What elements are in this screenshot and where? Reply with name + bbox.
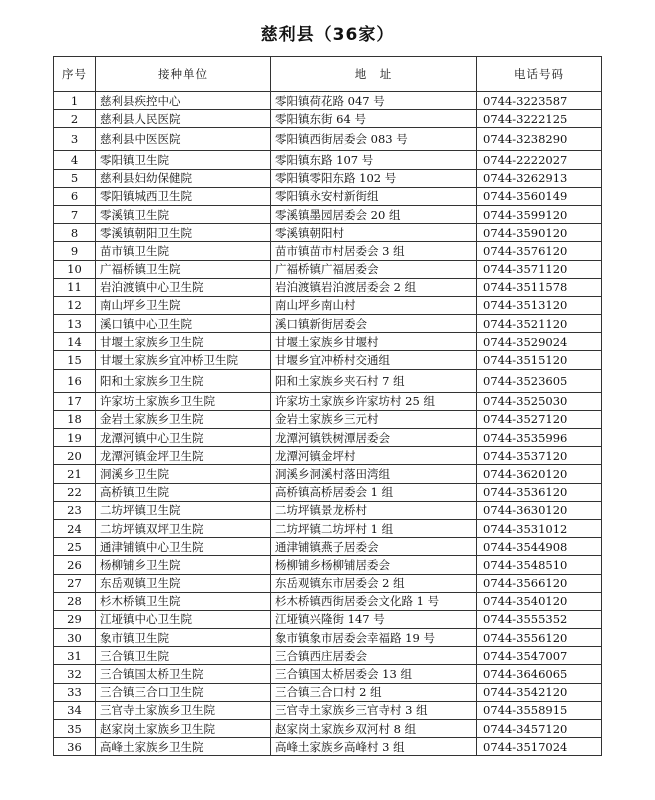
cell-address: 广福桥镇广福居委会	[271, 260, 477, 278]
cell-unit: 金岩土家族乡卫生院	[96, 410, 271, 428]
cell-phone: 0744-3222125	[477, 110, 602, 128]
cell-phone: 0744-3555352	[477, 610, 602, 628]
cell-address: 零阳镇西街居委会 083 号	[271, 128, 477, 151]
cell-index: 8	[54, 224, 96, 242]
cell-address: 江垭镇兴隆街 147 号	[271, 610, 477, 628]
cell-unit: 甘堰土家族乡卫生院	[96, 333, 271, 351]
cell-phone: 0744-3238290	[477, 128, 602, 151]
cell-phone: 0744-3529024	[477, 333, 602, 351]
cell-index: 1	[54, 92, 96, 110]
cell-address: 高桥镇高桥居委会 1 组	[271, 483, 477, 501]
cell-phone: 0744-3536120	[477, 483, 602, 501]
cell-address: 杉木桥镇西街居委会文化路 1 号	[271, 592, 477, 610]
cell-index: 3	[54, 128, 96, 151]
table-row	[54, 351, 602, 369]
cell-index: 14	[54, 333, 96, 351]
cell-index: 21	[54, 465, 96, 483]
cell-address: 三合镇国太桥居委会 13 组	[271, 665, 477, 683]
cell-index: 10	[54, 260, 96, 278]
table-row	[54, 392, 602, 410]
cell-index: 29	[54, 610, 96, 628]
cell-phone: 0744-3560149	[477, 187, 602, 205]
cell-phone: 0744-3517024	[477, 738, 602, 756]
cell-phone: 0744-3521120	[477, 315, 602, 333]
cell-address: 溪口镇新街居委会	[271, 315, 477, 333]
cell-address: 阳和土家族乡夹石村 7 组	[271, 369, 477, 392]
cell-index: 22	[54, 483, 96, 501]
cell-index: 17	[54, 392, 96, 410]
cell-unit: 杉木桥镇卫生院	[96, 592, 271, 610]
cell-unit: 洞溪乡卫生院	[96, 465, 271, 483]
cell-index: 18	[54, 410, 96, 428]
cell-phone: 0744-3544908	[477, 538, 602, 556]
cell-address: 零阳镇荷花路 047 号	[271, 92, 477, 110]
cell-phone: 0744-3535996	[477, 429, 602, 447]
cell-unit: 零溪镇卫生院	[96, 205, 271, 223]
cell-index: 28	[54, 592, 96, 610]
cell-phone: 0744-2222027	[477, 151, 602, 169]
cell-unit: 溪口镇中心卫生院	[96, 315, 271, 333]
table-header-row	[54, 57, 602, 92]
cell-address: 甘堰土家族乡甘堰村	[271, 333, 477, 351]
cell-unit: 慈利县疾控中心	[96, 92, 271, 110]
table-row	[54, 629, 602, 647]
table-row	[54, 128, 602, 151]
cell-phone: 0744-3511578	[477, 278, 602, 296]
table-row	[54, 110, 602, 128]
cell-index: 9	[54, 242, 96, 260]
vaccination-sites-table	[53, 56, 602, 756]
cell-unit: 岩泊渡镇中心卫生院	[96, 278, 271, 296]
page-title: 慈利县（36家）	[260, 25, 395, 45]
cell-address: 高峰土家族乡高峰村 3 组	[271, 738, 477, 756]
cell-index: 23	[54, 501, 96, 519]
cell-address: 南山坪乡南山村	[271, 296, 477, 314]
cell-index: 35	[54, 720, 96, 738]
cell-index: 30	[54, 629, 96, 647]
cell-index: 27	[54, 574, 96, 592]
cell-address: 杨柳铺乡杨柳铺居委会	[271, 556, 477, 574]
cell-unit: 杨柳铺乡卫生院	[96, 556, 271, 574]
cell-address: 洞溪乡洞溪村落田湾组	[271, 465, 477, 483]
table-row	[54, 260, 602, 278]
cell-phone: 0744-3646065	[477, 665, 602, 683]
cell-unit: 苗市镇卫生院	[96, 242, 271, 260]
table-row	[54, 224, 602, 242]
cell-index: 7	[54, 205, 96, 223]
cell-index: 33	[54, 683, 96, 701]
cell-address: 许家坊土家族乡许家坊村 25 组	[271, 392, 477, 410]
cell-phone: 0744-3542120	[477, 683, 602, 701]
table-row	[54, 333, 602, 351]
cell-index: 2	[54, 110, 96, 128]
cell-unit: 零溪镇朝阳卫生院	[96, 224, 271, 242]
cell-phone: 0744-3599120	[477, 205, 602, 223]
table-row	[54, 483, 602, 501]
cell-index: 32	[54, 665, 96, 683]
cell-phone: 0744-3531012	[477, 519, 602, 537]
cell-unit: 阳和土家族乡卫生院	[96, 369, 271, 392]
cell-index: 4	[54, 151, 96, 169]
cell-phone: 0744-3223587	[477, 92, 602, 110]
table-row	[54, 296, 602, 314]
cell-phone: 0744-3566120	[477, 574, 602, 592]
table-row	[54, 465, 602, 483]
table-row	[54, 315, 602, 333]
table-row	[54, 429, 602, 447]
cell-unit: 东岳观镇卫生院	[96, 574, 271, 592]
cell-address: 龙潭河镇铁树潭居委会	[271, 429, 477, 447]
cell-unit: 赵家岗土家族乡卫生院	[96, 720, 271, 738]
cell-unit: 二坊坪镇双坪卫生院	[96, 519, 271, 537]
cell-unit: 广福桥镇卫生院	[96, 260, 271, 278]
cell-address: 零阳镇零阳东路 102 号	[271, 169, 477, 187]
table-row	[54, 92, 602, 110]
cell-address: 通津铺镇燕子居委会	[271, 538, 477, 556]
table-body	[54, 92, 602, 756]
table-row	[54, 205, 602, 223]
cell-address: 零阳镇永安村新街组	[271, 187, 477, 205]
table-row	[54, 151, 602, 169]
cell-address: 甘堰乡宜冲桥村交通组	[271, 351, 477, 369]
cell-phone: 0744-3620120	[477, 465, 602, 483]
cell-phone: 0744-3525030	[477, 392, 602, 410]
cell-unit: 三官寺土家族乡卫生院	[96, 701, 271, 719]
cell-index: 26	[54, 556, 96, 574]
table-row	[54, 278, 602, 296]
cell-phone: 0744-3527120	[477, 410, 602, 428]
cell-phone: 0744-3540120	[477, 592, 602, 610]
cell-address: 龙潭河镇金坪村	[271, 447, 477, 465]
cell-phone: 0744-3630120	[477, 501, 602, 519]
cell-address: 零阳镇东街 64 号	[271, 110, 477, 128]
header-address: 地 址	[271, 57, 477, 92]
cell-unit: 江垭镇中心卫生院	[96, 610, 271, 628]
cell-address: 零阳镇东路 107 号	[271, 151, 477, 169]
cell-address: 岩泊渡镇岩泊渡居委会 2 组	[271, 278, 477, 296]
header-phone: 电话号码	[477, 57, 602, 92]
cell-index: 31	[54, 647, 96, 665]
table-row	[54, 242, 602, 260]
cell-index: 6	[54, 187, 96, 205]
cell-address: 苗市镇苗市村居委会 3 组	[271, 242, 477, 260]
cell-index: 20	[54, 447, 96, 465]
table-row	[54, 647, 602, 665]
table-row	[54, 738, 602, 756]
table-row	[54, 169, 602, 187]
table-row	[54, 501, 602, 519]
table-row	[54, 556, 602, 574]
cell-unit: 象市镇卫生院	[96, 629, 271, 647]
cell-phone: 0744-3590120	[477, 224, 602, 242]
table-row	[54, 447, 602, 465]
cell-unit: 高桥镇卫生院	[96, 483, 271, 501]
cell-phone: 0744-3556120	[477, 629, 602, 647]
table-row	[54, 187, 602, 205]
cell-address: 金岩土家族乡三元村	[271, 410, 477, 428]
cell-unit: 甘堰土家族乡宜冲桥卫生院	[96, 351, 271, 369]
header-unit: 接种单位	[96, 57, 271, 92]
cell-phone: 0744-3576120	[477, 242, 602, 260]
cell-phone: 0744-3513120	[477, 296, 602, 314]
table-row	[54, 538, 602, 556]
cell-address: 二坊坪镇二坊坪村 1 组	[271, 519, 477, 537]
cell-unit: 零阳镇卫生院	[96, 151, 271, 169]
table-row	[54, 369, 602, 392]
header-index: 序号	[54, 57, 96, 92]
cell-phone: 0744-3262913	[477, 169, 602, 187]
cell-phone: 0744-3457120	[477, 720, 602, 738]
cell-phone: 0744-3571120	[477, 260, 602, 278]
cell-unit: 龙潭河镇金坪卫生院	[96, 447, 271, 465]
cell-unit: 三合镇卫生院	[96, 647, 271, 665]
cell-address: 二坊坪镇景龙桥村	[271, 501, 477, 519]
cell-index: 36	[54, 738, 96, 756]
cell-address: 东岳观镇东市居委会 2 组	[271, 574, 477, 592]
cell-index: 19	[54, 429, 96, 447]
table-row	[54, 410, 602, 428]
table-row	[54, 592, 602, 610]
cell-unit: 慈利县人民医院	[96, 110, 271, 128]
cell-phone: 0744-3547007	[477, 647, 602, 665]
table-row	[54, 665, 602, 683]
cell-unit: 龙潭河镇中心卫生院	[96, 429, 271, 447]
cell-index: 16	[54, 369, 96, 392]
cell-unit: 南山坪乡卫生院	[96, 296, 271, 314]
cell-unit: 二坊坪镇卫生院	[96, 501, 271, 519]
cell-address: 赵家岗土家族乡双河村 8 组	[271, 720, 477, 738]
cell-unit: 高峰土家族乡卫生院	[96, 738, 271, 756]
table-row	[54, 610, 602, 628]
cell-address: 三官寺土家族乡三官寺村 3 组	[271, 701, 477, 719]
table-row	[54, 683, 602, 701]
cell-index: 12	[54, 296, 96, 314]
cell-unit: 慈利县中医医院	[96, 128, 271, 151]
cell-index: 5	[54, 169, 96, 187]
cell-address: 象市镇象市居委会幸福路 19 号	[271, 629, 477, 647]
cell-address: 三合镇三合口村 2 组	[271, 683, 477, 701]
cell-unit: 许家坊土家族乡卫生院	[96, 392, 271, 410]
cell-index: 13	[54, 315, 96, 333]
cell-phone: 0744-3548510	[477, 556, 602, 574]
cell-index: 11	[54, 278, 96, 296]
table-row	[54, 701, 602, 719]
table-row	[54, 574, 602, 592]
cell-unit: 零阳镇城西卫生院	[96, 187, 271, 205]
cell-phone: 0744-3515120	[477, 351, 602, 369]
cell-unit: 三合镇国太桥卫生院	[96, 665, 271, 683]
cell-index: 34	[54, 701, 96, 719]
cell-index: 15	[54, 351, 96, 369]
cell-phone: 0744-3537120	[477, 447, 602, 465]
cell-index: 25	[54, 538, 96, 556]
table-row	[54, 519, 602, 537]
cell-address: 零溪镇朝阳村	[271, 224, 477, 242]
cell-unit: 慈利县妇幼保健院	[96, 169, 271, 187]
cell-address: 三合镇西庄居委会	[271, 647, 477, 665]
cell-unit: 通津铺镇中心卫生院	[96, 538, 271, 556]
cell-unit: 三合镇三合口卫生院	[96, 683, 271, 701]
cell-index: 24	[54, 519, 96, 537]
cell-address: 零溪镇墨园居委会 20 组	[271, 205, 477, 223]
table-row	[54, 720, 602, 738]
cell-phone: 0744-3558915	[477, 701, 602, 719]
cell-phone: 0744-3523605	[477, 369, 602, 392]
